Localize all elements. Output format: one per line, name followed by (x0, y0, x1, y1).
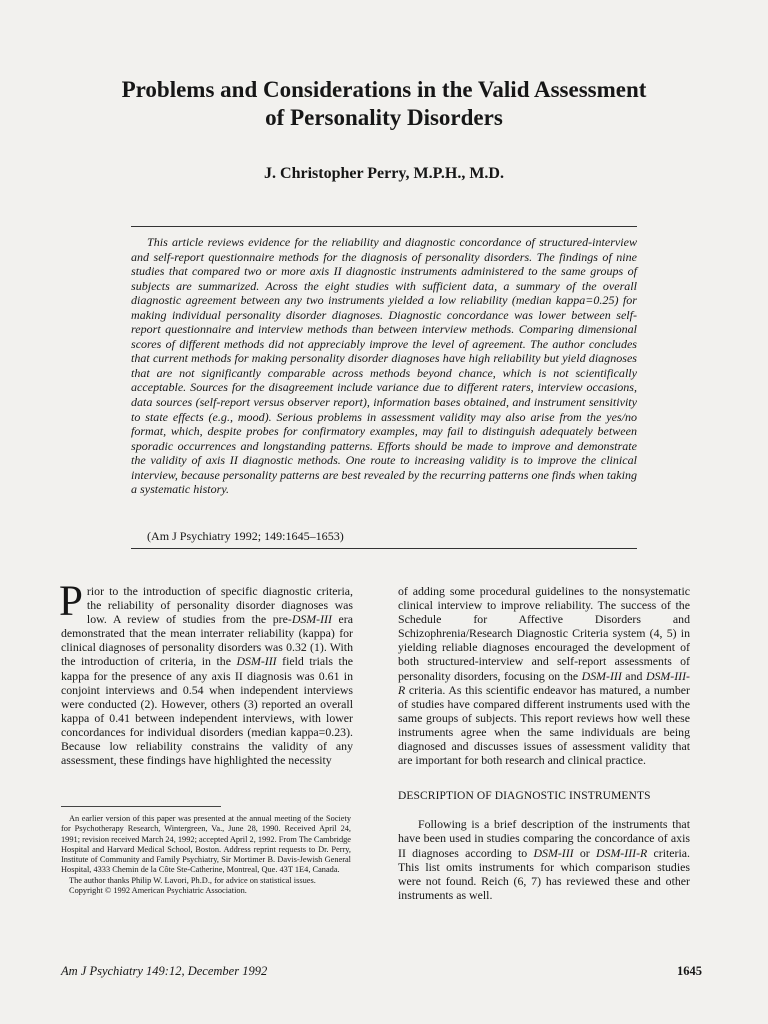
title-line-1: Problems and Considerations in the Valid Assessment (121, 77, 647, 102)
author-byline: J. Christopher Perry, M.P.H., M.D. (264, 165, 504, 182)
abstract-top-rule (131, 226, 637, 227)
abstract-bottom-rule (131, 548, 637, 549)
title-line-2: of Personality Disorders (265, 105, 503, 130)
footnote-acknowledgment: The author thanks Philip W. Lavori, Ph.D., for advice on statistical issues. (69, 875, 316, 885)
page-number: 1645 (677, 964, 702, 978)
left-column (59, 578, 354, 768)
footnote-history: An earlier version of this paper was presented at the annual meeting of the Society for Psychotherapy Research, Wintergreen, Va., June 28, 1990. Received April 24, 1991; revision received March 24, 1992; accepted April 2, 1992. From The Cambridge Hospital and Harvard Medical School, Boston. Address reprint requests to Dr. Perry, Institute of Community and Family Psychiatry, Sir Mortimer B. Davis-Jewish General Hospital, 4333 Chemin de la Côte Ste-Catherine, Montreal, Que. 43T 1E4, Canada. (61, 814, 351, 875)
article-footnote (61, 814, 351, 896)
instruments-paragraph: Following is a brief description of the instruments that have been used in studies comparing the concordance of axis II diagnoses according to DSM-III or DSM-III-R criteria. This list omits instruments for which comparison studies were not found. Reich (6, 7) has reviewed these and other instruments as well. (398, 817, 690, 902)
footnote-copyright: Copyright © 1992 American Psychiatric Association. (69, 886, 247, 896)
intro-paragraph-continued: of adding some procedural guidelines to the nonsystematic clinical interview to improve reliability. The success of the Schedule for Affective Disorders and Schizophrenia/Research Diagnostic Criteria system (4, 5) in yielding reliable diagnoses encouraged the development of both structured-interview and self-report assessments of personality disorders, focusing on the DSM-III and DSM-III-R criteria. As this scientific endeavor has matured, a number of studies have compared different instruments used with the same groups of subjects. This report reviews how well these instruments agree when the same individuals are being diagnosed and discusses issues of assessment validity that are important for both research and clinical practice. (398, 584, 690, 768)
abstract-citation: (Am J Psychiatry 1992; 149:1645–1653) (147, 529, 344, 543)
abstract-text: This article reviews evidence for the reliability and diagnostic concordance of structured-interview and self-report questionnaire methods for the diagnosis of personality disorders. The findings of nine studies that compared two or more axis II diagnostic instruments administered to the same groups of subjects are summarized. Across the eight studies with sufficient data, a summary of the overall diagnostic agreement between any two instruments yielded a low reliability (median kappa=0.25) for making individual personality disorder diagnoses. Diagnostic concordance was lower between self-report questionnaire and interview methods than between interview methods. Comparing dimensional scores of different methods did not appreciably improve the level of agreement. The author concludes that current methods for making personality disorder diagnoses have high reliability but yield diagnoses that are not significantly comparable across methods beyond chance, which is not scientifically acceptable. Sources for the disagreement include variance due to different raters, interview occasions, data sources (self-report versus observer report), information bases obtained, and instrument sensitivity to state effects (e.g., mood). Serious problems in assessment validity may also arise from the yes/no format, which, despite probes for confirmatory examples, may fail to distinguish adequately between sporadic occurrences and longstanding patterns. Efforts should be made to improve and demonstrate the validity of axis II diagnostic methods. One route to increasing validity is to improve the clinical interview, because personality patterns are best revealed by the recurring patterns one finds when taking a systematic history. (131, 235, 637, 497)
right-column (398, 584, 690, 902)
drop-cap: P (59, 578, 83, 625)
section-heading: DESCRIPTION OF DIAGNOSTIC INSTRUMENTS (398, 790, 651, 803)
article-title (70, 76, 698, 132)
footnote-rule (61, 806, 221, 807)
intro-paragraph: Prior to the introduction of specific diagnostic criteria, the reliability of personality disorder diagnoses was low. A review of studies from the pre-DSM-III era demonstrated that the mean interrater reliability (kappa) for clinical diagnoses of personality disorders was 0.32 (1). With the introduction of criteria, in the DSM-III field trials the kappa for the presence of any axis II diagnosis was 0.61 in conjoint interviews and 0.54 when independent interviews were conducted (2). However, others (3) reported an overall kappa of 0.41 between independent interviews, with lower concordances for individual disorders (median kappa=0.23). Because low reliability constrains the validity of any assessment, these findings have highlighted the necessity (59, 578, 354, 768)
running-footer: Am J Psychiatry 149:12, December 1992 (61, 964, 268, 978)
